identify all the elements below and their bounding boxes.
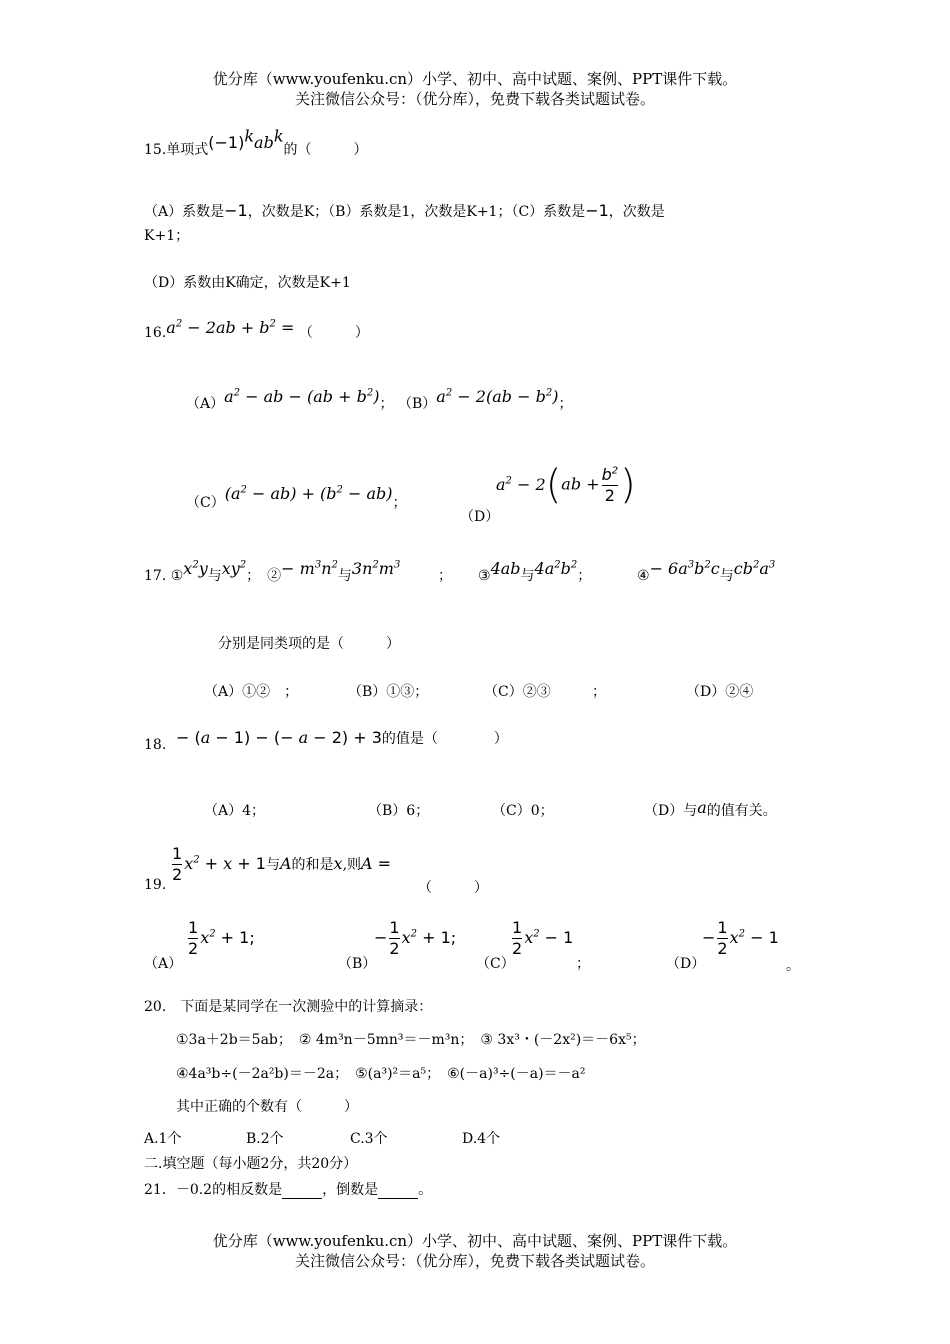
q16-stem: $16.a^2 - 2ab + b^2$ = （ ）: [144, 318, 369, 341]
q15-options-wrap: K+1；: [144, 228, 190, 244]
q15-option-d: （D）系数由K确定，次数是K+1: [144, 275, 351, 291]
q19-label-a: （A）: [144, 956, 183, 972]
q19-prefix: 19.: [144, 877, 167, 893]
q15-monomial: $(-1)^kab^k$: [208, 126, 284, 152]
q16-option-d-expression: $a^2 - 2(ab$ + $\frac{b^2}{2}$ ): [496, 462, 636, 508]
q15-options-line: （A）系数是−1，次数是K；（B）系数是1，次数是K+1；（C）系数是−1，次数是: [144, 201, 665, 220]
q17-option-a: （A）①② ；: [204, 684, 299, 700]
q20-line-2: ④4a³b÷(－2a²b)＝－2a； ⑤(a³)²＝a⁵； ⑥(－a)³÷(－a)＝－a²: [176, 1066, 586, 1082]
q16-option-b: $(B)a^2 - 2(ab - b^2)$；: [398, 387, 573, 412]
q16-option-c: $(C)(a^2 - ab) + (b^2 - ab)$；: [186, 484, 407, 511]
footer-line-1: 优分库（www.youfenku.cn）小学、初中、高中试题、案例、PPT课件下载。: [212, 1232, 738, 1250]
q20-option-b: B.2个: [246, 1131, 284, 1147]
q16-option-a: $(A)a^2$ − ab − $(ab + b^2)$；: [186, 387, 394, 412]
q15-stem: [144, 126, 368, 159]
q19-option-c-end: ；: [576, 956, 590, 972]
q17-option-b: （B）①③；: [348, 684, 429, 700]
q19-option-a: $\frac{1}{2}$ $x^2 + 1$;: [188, 918, 255, 958]
q20-option-a: A.1个: [144, 1131, 182, 1147]
q18-option-d: （D）与a的值有关。: [644, 798, 777, 819]
q21-line: 21．－0.2的相反数是 ，倒数是 。: [144, 1182, 433, 1198]
q19-paren: （ ）: [418, 880, 488, 896]
q18-option-b: （B）6；: [368, 803, 430, 819]
q18-option-c: （C）0；: [492, 803, 554, 819]
q19-expression: $\frac{1}{2}$ $x^2 + x + 1$与A的和是x,则A =: [172, 844, 392, 884]
q19-label-c: （C）: [476, 956, 515, 972]
q17-item-3: ③4ab与$4a^2b^2$；: [478, 559, 592, 584]
header-line-2: 关注微信公众号：（优分库），免费下载各类试题试卷。: [294, 90, 655, 108]
q20-option-c: C.3个: [350, 1131, 388, 1147]
q20-line-1: ①3a＋2b＝5ab； ② 4m³n－5mn³＝－m³n； ③ 3x³・(－2x²)＝－6x⁵；: [176, 1032, 646, 1048]
q15-neg-one-c: −1: [585, 201, 609, 220]
q15-suffix: 的（ ）: [283, 142, 368, 158]
q15-neg-one-a: −1: [224, 201, 248, 220]
q15-prefix: 15.单项式: [144, 142, 209, 158]
q19-option-d-end: 。: [786, 958, 800, 974]
footer-line-2: 关注微信公众号：（优分库），免费下载各类试题试卷。: [294, 1252, 655, 1270]
q17-stem: 17. $①x^2y$与$xy^2$； ②− $m^3n^2$与$3n^2m^3$: [144, 559, 401, 584]
q17-option-c: （C）②③: [484, 684, 551, 700]
q17-question: 分别是同类项的是（ ）: [218, 636, 400, 652]
q18-stem: 18.: [144, 737, 167, 753]
q19-option-b: − $\frac{1}{2}$ $x^2 + 1$;: [374, 918, 457, 958]
q19-label-d: （D）: [666, 956, 706, 972]
header-line-1: 优分库（www.youfenku.cn）小学、初中、高中试题、案例、PPT课件下载。: [212, 70, 738, 88]
q17-item-4: ④− $6a^3b^2c$与$cb^2a^3$: [637, 559, 776, 584]
q19-option-d: − $\frac{1}{2}$ $x^2 - 1$: [702, 918, 779, 958]
q16-expression: $a^2 - 2ab + b^2$ =: [166, 318, 295, 337]
q19-option-c: $\frac{1}{2}$ $x^2 - 1$: [512, 918, 574, 958]
q18-expression-line: − (a − 1) − (− a − 2) + 3的值是（ ）: [176, 728, 508, 747]
q20-question: 其中正确的个数有（ ）: [176, 1099, 358, 1115]
section-2-heading: 二.填空题（每小题2分，共20分）: [144, 1156, 358, 1172]
q20-option-d: D.4个: [462, 1131, 501, 1147]
q17-option-c-semicolon: ；: [592, 684, 606, 700]
q20-intro: 20. 下面是某同学在一次测验中的计算摘录：: [144, 999, 433, 1015]
q21-blank-opposite[interactable]: [282, 1184, 322, 1199]
q17-sep-2: ；: [438, 568, 452, 584]
q18-option-a: （A）4；: [204, 803, 266, 819]
q16-option-d-label: （D）: [460, 509, 500, 525]
q19-label-b: （B）: [338, 956, 377, 972]
q18-expression: − (a − 1) − (− a − 2) + 3: [176, 728, 382, 747]
q17-option-d: （D）②④: [686, 684, 754, 700]
q21-blank-reciprocal[interactable]: [378, 1184, 418, 1199]
